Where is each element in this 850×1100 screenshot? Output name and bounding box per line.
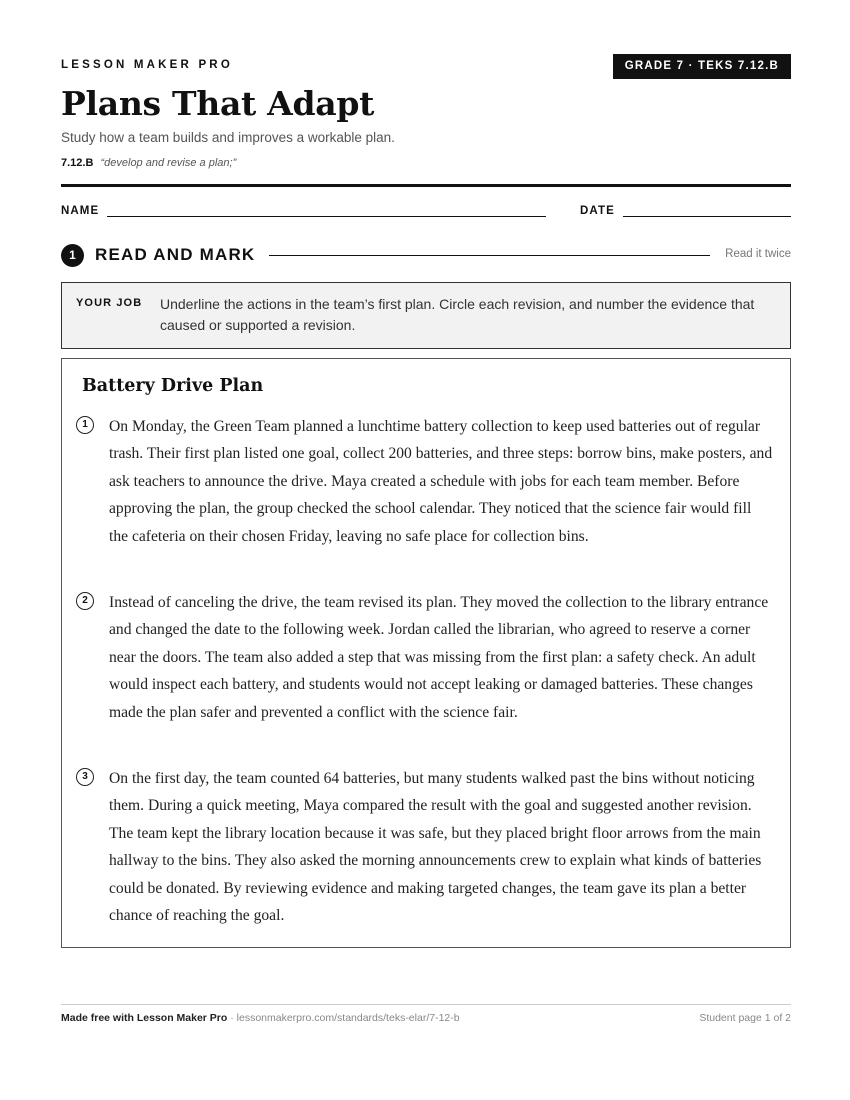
paragraph-number-3: 3 — [76, 768, 94, 786]
paragraph-1: On Monday, the Green Team planned a lunchtime battery collection to keep used batteries out of regular trash. Their first plan listed one goal, collect 200 batteries, and three steps: borrow bins, make posters, and ask teachers to announce the drive. Maya created a schedule with jobs for each team member. Before approving the plan, the group checked the school calendar. They noticed that the science fair would fill the cafeteria on their chosen Friday, leaving no safe place for collection bins. — [109, 418, 773, 545]
standard-code: 7.12.B — [61, 157, 94, 169]
page-subtitle: Study how a team builds and improves a workable plan. — [61, 130, 395, 145]
job-label: YOUR JOB — [76, 297, 143, 309]
section-divider — [269, 255, 710, 256]
date-label: DATE — [580, 205, 615, 217]
grade-badge: GRADE 7 · TEKS 7.12.B — [613, 54, 791, 79]
paragraph-number-2: 2 — [76, 592, 94, 610]
paragraph-2: Instead of canceling the drive, the team revised its plan. They moved the collection to the library entrance and changed the date to the following week. Jordan called the librarian, who agreed to reserve a corner near the doors. The team also added a step that was missing from the first plan: a safety check. An adult would inspect each battery, and students would not accept leaking or damaged batteries. These changes made the plan safer and prevented a conflict with the science fair. — [109, 594, 769, 721]
section-number-badge: 1 — [61, 244, 84, 267]
standard-reference — [61, 157, 236, 169]
standard-quote: “develop and revise a plan;” — [100, 157, 237, 169]
job-text: Underline the actions in the team’s first plan. Circle each revision, and number the evidence that caused or supported a revision. — [160, 296, 755, 333]
section-title: READ AND MARK — [95, 245, 256, 264]
paragraph-3: On the first day, the team counted 64 batteries, but many students walked past the bins without noticing them. During a quick meeting, Maya compared the result with the goal and suggested another revision. The team kept the library location because it was safe, but they placed bright floor arrows from the main hallway to the bins. They also asked the morning announcements crew to explain what kinds of batteries could be donated. By reviewing evidence and making targeted changes, the team gave its plan a better chance of reaching the goal. — [109, 770, 762, 925]
footer-url[interactable]: lessonmakerpro.com/standards/teks-elar/7-12-b — [236, 1012, 460, 1024]
date-field[interactable] — [623, 216, 791, 217]
name-field[interactable] — [107, 216, 546, 217]
passage-title: Battery Drive Plan — [82, 376, 264, 396]
footer-made-with: Made free with Lesson Maker Pro — [61, 1012, 228, 1024]
brand-name: LESSON MAKER PRO — [61, 59, 233, 71]
name-label: NAME — [61, 205, 100, 217]
section-note: Read it twice — [725, 248, 791, 260]
reading-passage — [61, 358, 791, 948]
page-title: Plans That Adapt — [61, 84, 375, 123]
job-instructions-box — [61, 282, 791, 349]
footer-divider — [61, 1004, 791, 1005]
footer-separator: · — [227, 1012, 237, 1024]
header-divider — [61, 184, 791, 187]
footer-credit — [61, 1012, 460, 1024]
paragraph-number-1: 1 — [76, 416, 94, 434]
footer-page-number: Student page 1 of 2 — [699, 1012, 791, 1024]
